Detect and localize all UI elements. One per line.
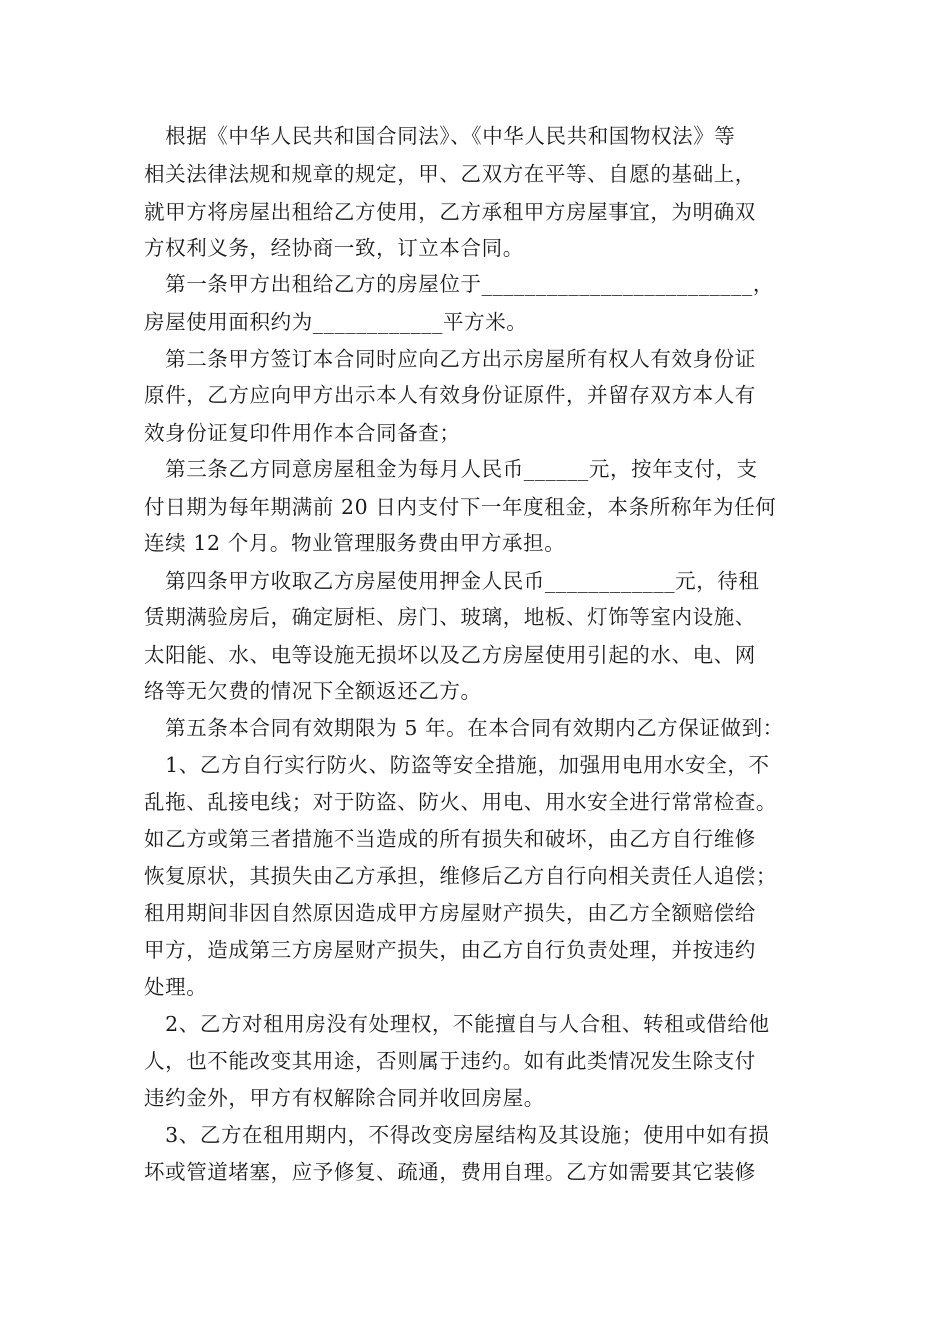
text-line: 赁期满验房后，确定厨柜、房门、玻璃，地板、灯饰等室内设施、 <box>144 605 756 629</box>
text-line: 3、乙方在租用期内，不得改变房屋结构及其设施；使用中如有损 <box>144 1123 770 1147</box>
text-line: 方权利义务，经协商一致，订立本合同。 <box>144 236 524 260</box>
text-line: 第五条本合同有效期限为 5 年。在本合同有效期内乙方保证做到： <box>144 716 784 740</box>
text-line: 原件，乙方应向甲方出示本人有效身份证原件，并留存双方本人有 <box>144 383 756 407</box>
text-line: 第三条乙方同意房屋租金为每月人民币______元，按年支付，支 <box>144 457 758 481</box>
text-line: 人，也不能改变其用途，否则属于违约。如有此类情况发生除支付 <box>144 1049 756 1073</box>
text-line: 就甲方将房屋出租给乙方使用，乙方承租甲方房屋事宜，为明确双 <box>144 200 756 224</box>
text-line: 违约金外，甲方有权解除合同并收回房屋。 <box>144 1086 545 1110</box>
text-line: 效身份证复印件用作本合同备查； <box>144 421 461 445</box>
text-line: 相关法律法规和规章的规定，甲、乙双方在平等、自愿的基础上， <box>144 162 756 186</box>
text-line: 太阳能、水、电等设施无损坏以及乙方房屋使用引起的水、电、网 <box>144 643 756 667</box>
text-line: 房屋使用面积约为____________平方米。 <box>144 310 528 334</box>
text-line: 甲方，造成第三方房屋财产损失，由乙方自行负责处理，并按违约 <box>144 938 756 962</box>
text-line: 乱拖、乱接电线；对于防盗、防火、用电、用水安全进行常常检查。 <box>144 790 777 814</box>
text-line: 如乙方或第三者措施不当造成的所有损失和破坏，由乙方自行维修 <box>144 827 756 851</box>
text-line: 恢复原状，其损失由乙方承担，维修后乙方自行向相关责任人追偿； <box>144 864 777 888</box>
text-line: 租用期间非因自然原因造成甲方房屋财产损失，由乙方全额赔偿给 <box>144 901 756 925</box>
text-line: 络等无欠费的情况下全额返还乙方。 <box>144 679 482 703</box>
text-line: 坏或管道堵塞，应予修复、疏通，费用自理。乙方如需要其它装修 <box>144 1160 756 1184</box>
text-line: 根据《中华人民共和国合同法》、《中华人民共和国物权法》等 <box>144 124 736 148</box>
text-line: 1、乙方自行实行防火、防盗等安全措施，加强用电用水安全，不 <box>144 753 770 777</box>
text-line: 第四条甲方收取乙方房屋使用押金人民币____________元，待租 <box>144 569 760 593</box>
text-line: 第二条甲方签订本合同时应向乙方出示房屋所有权人有效身份证 <box>144 347 756 371</box>
text-line: 连续 12 个月。物业管理服务费由甲方承担。 <box>144 531 566 555</box>
text-line: 处理。 <box>144 975 208 999</box>
text-line: 2、乙方对租用房没有处理权，不能擅自与人合租、转租或借给他 <box>144 1012 770 1036</box>
text-line: 第一条甲方出租给乙方的房屋位于_________________________， <box>144 272 774 296</box>
text-line: 付日期为每年期满前 20 日内支付下一年度租金，本条所称年为任何 <box>144 495 777 519</box>
